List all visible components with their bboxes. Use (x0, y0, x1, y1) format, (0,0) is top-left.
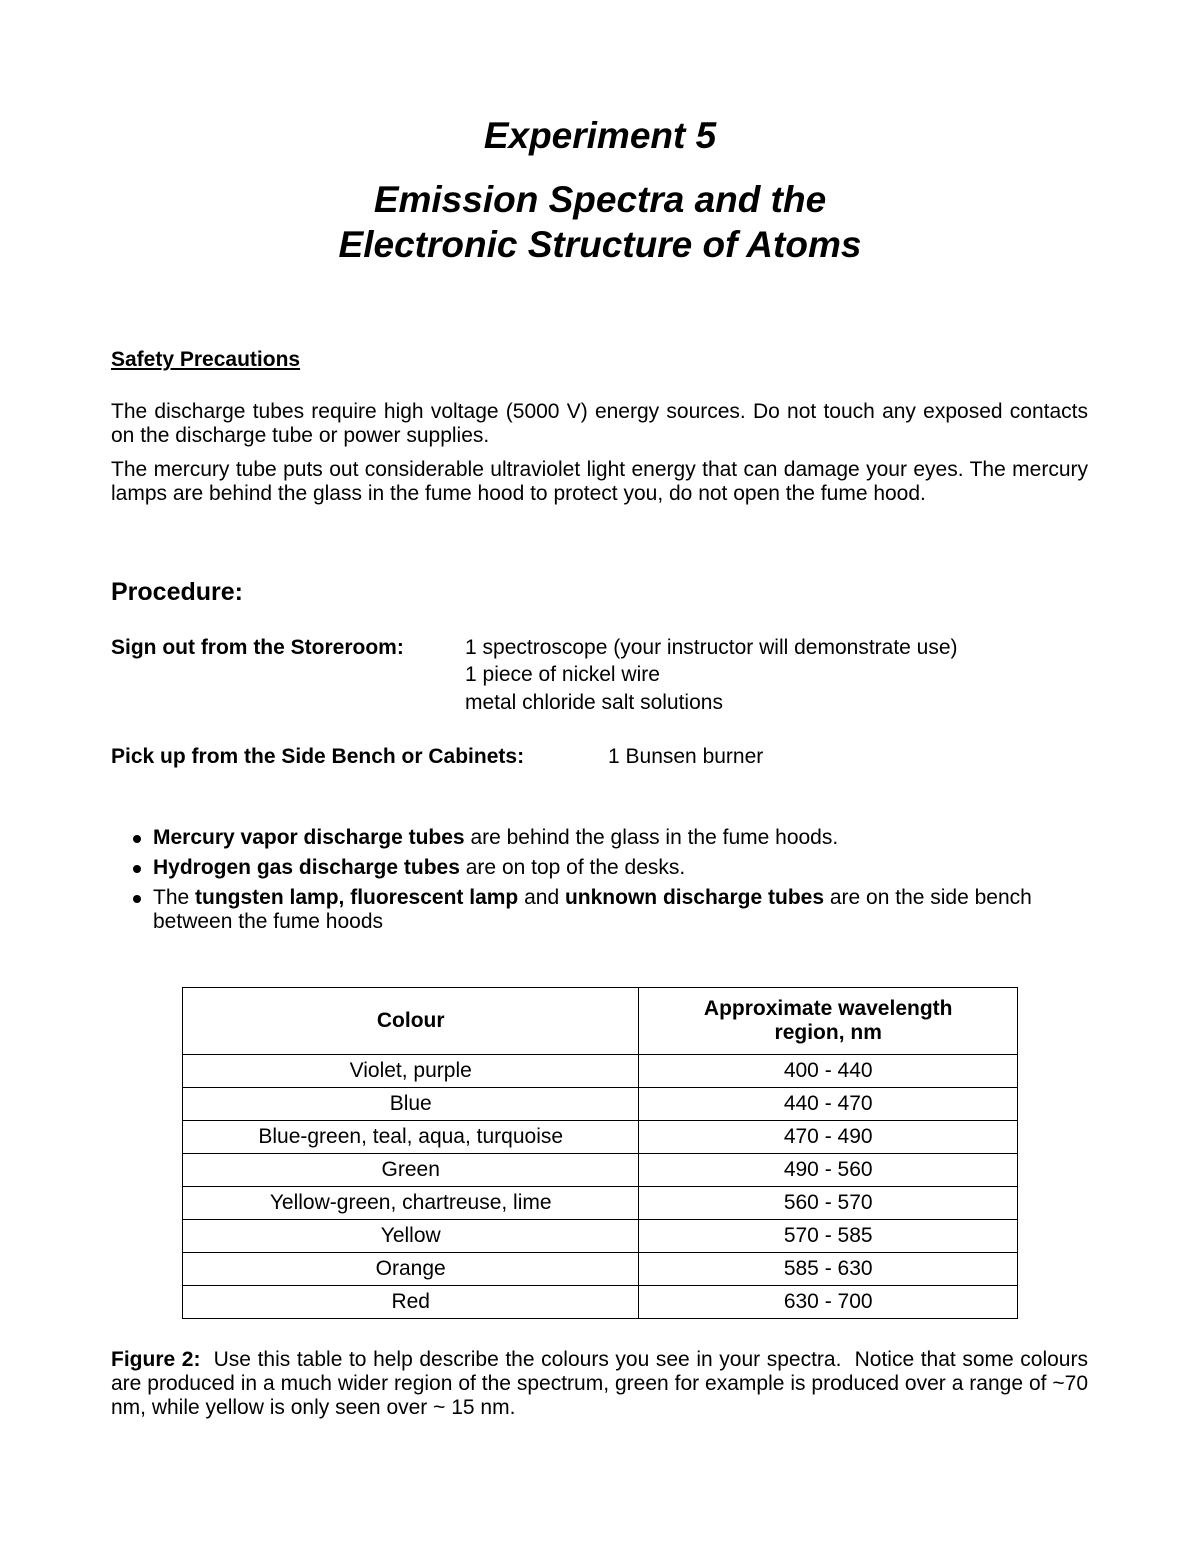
range-cell: 470 - 490 (639, 1121, 1018, 1154)
header-wavelength-line-2: region, nm (774, 1021, 882, 1044)
range-cell: 440 - 470 (639, 1088, 1018, 1121)
list-item (133, 856, 1093, 880)
bullet-icon (133, 835, 141, 843)
bullet-text: are on the side bench between the fume hoods (153, 886, 1032, 933)
colour-wavelength-table (182, 987, 1018, 1319)
header-wavelength-line-1: Approximate wavelength (703, 997, 953, 1020)
title-line-2: Electronic Structure of Atoms (338, 224, 862, 265)
colour-cell: Red (183, 1286, 639, 1319)
table-row (183, 1088, 1018, 1121)
bullet-icon (133, 865, 141, 873)
bullet-text: are behind the glass in the fume hoods. (464, 826, 839, 849)
table-row (183, 1154, 1018, 1187)
range-cell: 570 - 585 (639, 1220, 1018, 1253)
signout-item: 1 spectroscope (your instructor will demonstrate use) (465, 636, 958, 659)
safety-paragraph-2: The mercury tube puts out considerable ultraviolet light energy that can damage your eyes. The mercury lamps are behind the glass in the fume hood to protect you, do not open the fume hood. (111, 458, 1088, 505)
title-line-1: Emission Spectra and the (373, 179, 827, 220)
experiment-number: Experiment 5 (483, 115, 717, 156)
table-row (183, 1253, 1018, 1286)
range-cell: 400 - 440 (639, 1055, 1018, 1088)
bullet-text: are on top of the desks. (459, 856, 686, 879)
list-item (133, 886, 1093, 934)
colour-cell: Blue (183, 1088, 639, 1121)
header-colour: Colour (183, 988, 639, 1055)
range-cell: 585 - 630 (639, 1253, 1018, 1286)
equipment-location-list (133, 826, 1093, 940)
table-row (183, 1187, 1018, 1220)
figure-caption (111, 1348, 1094, 1420)
caption-text: Use this table to help describe the colours you see in your spectra. Notice that some colours are produced in a much wider region of the spectrum, green for example is produced over a range of ~70 nm, while yellow is only seen over ~ 15 nm. (111, 1348, 1094, 1419)
signout-item: 1 piece of nickel wire (465, 663, 660, 686)
colour-cell: Blue-green, teal, aqua, turquoise (183, 1121, 639, 1154)
bullet-bold-text: tungsten lamp, fluorescent lamp (195, 886, 519, 909)
table-header-row (183, 988, 1018, 1055)
bullet-text: and (518, 886, 565, 909)
range-cell: 630 - 700 (639, 1286, 1018, 1319)
table-row (183, 1286, 1018, 1319)
header-wavelength (639, 988, 1018, 1055)
list-item (133, 826, 1093, 850)
table-row (183, 1220, 1018, 1253)
range-cell: 560 - 570 (639, 1187, 1018, 1220)
signout-label: Sign out from the Storeroom: (111, 636, 404, 659)
bullet-bold-text: unknown discharge tubes (564, 886, 825, 909)
signout-item: metal chloride salt solutions (465, 691, 723, 714)
caption-label: Figure 2: (111, 1348, 201, 1371)
safety-heading: Safety Precautions (111, 348, 301, 371)
colour-cell: Orange (183, 1253, 639, 1286)
pickup-item: 1 Bunsen burner (608, 745, 764, 768)
pickup-label: Pick up from the Side Bench or Cabinets: (111, 745, 525, 768)
colour-cell: Green (183, 1154, 639, 1187)
table-row (183, 1055, 1018, 1088)
bullet-bold-text: Hydrogen gas discharge tubes (153, 856, 460, 879)
bullet-text: The (153, 886, 196, 909)
table-row (183, 1121, 1018, 1154)
bullet-bold-text: Mercury vapor discharge tubes (153, 826, 465, 849)
colour-cell: Violet, purple (183, 1055, 639, 1088)
safety-paragraph-1: The discharge tubes require high voltage (5000 V) energy sources. Do not touch any exposed contacts on the discharge tube or power supplies. (111, 400, 1088, 447)
bullet-icon (133, 895, 141, 903)
procedure-heading: Procedure: (111, 578, 243, 606)
colour-cell: Yellow (183, 1220, 639, 1253)
colour-cell: Yellow-green, chartreuse, lime (183, 1187, 639, 1220)
range-cell: 490 - 560 (639, 1154, 1018, 1187)
